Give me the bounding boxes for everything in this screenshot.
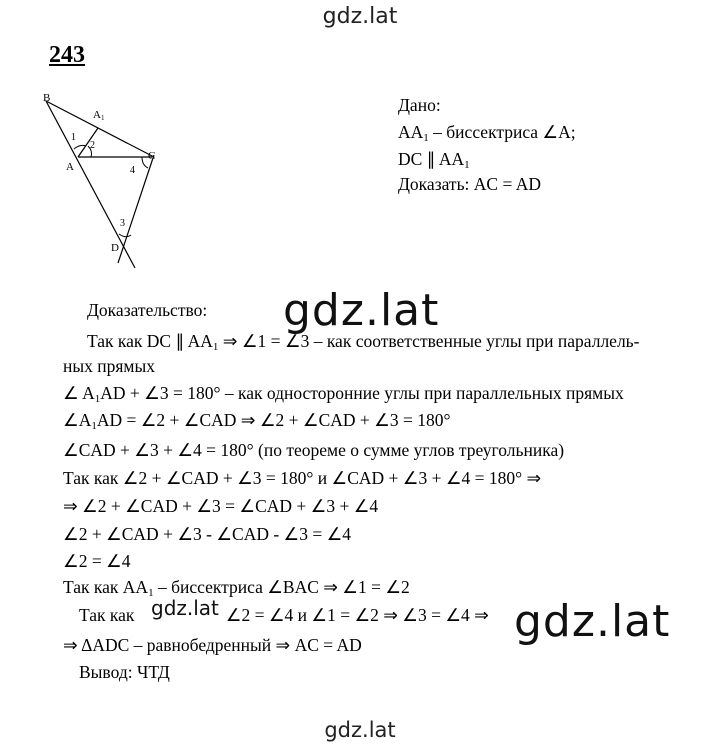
proof-conclusion: Вывод: ЧТД [79, 662, 170, 682]
label-d: D [111, 242, 119, 254]
given-line-1: $AA_1$ – биссектриса ∠A; [398, 122, 576, 144]
line-aa1 [78, 128, 98, 157]
label-a1: A1 [93, 109, 105, 122]
geometry-figure [38, 88, 158, 273]
proof-line-5: ∠CAD + ∠3 + ∠4 = 180° (по теореме о сумме углов треугольника) [63, 440, 565, 460]
proof-line-2: ных прямых [63, 356, 155, 376]
label-a: A [66, 161, 74, 173]
proof-line-6: Так как ∠2 + ∠CAD + ∠3 = 180° и ∠CAD + ∠3 + ∠4 = 180° ⇒ [63, 468, 542, 488]
proof-heading: Доказательство: [87, 300, 208, 320]
label-angle-4: 4 [130, 165, 135, 176]
watermark-right: gdz.lat [514, 596, 671, 647]
label-angle-1: 1 [71, 132, 76, 143]
proof-line-8: ∠2 + ∠CAD + ∠3 - ∠CAD - ∠3 = ∠4 [63, 524, 352, 544]
proof-line-3: ∠ $A_1AD$ + ∠3 = 180° – как односторонние углы при параллельных прямых [63, 383, 624, 405]
given-title: Дано: [398, 95, 441, 115]
label-angle-3: 3 [120, 218, 125, 229]
watermark-top: gdz.lat [322, 4, 398, 29]
line-dc-extended [118, 155, 154, 263]
proof-line-10: Так как $AA_1$ – биссектриса ∠BAC ⇒ ∠1 = ∠2 [63, 577, 410, 599]
proof-line-4: $\angle A_1AD$ = ∠2 + ∠CAD ⇒ ∠2 + ∠CAD + ∠3 = 180° [63, 410, 451, 432]
proof-line-12: ⇒ ΔADC – равнобедренный ⇒ AC = AD [63, 635, 362, 655]
watermark-middle: gdz.lat [283, 285, 440, 336]
label-c: C [148, 150, 156, 162]
watermark-inline: gdz.lat [151, 596, 219, 620]
label-angle-2: 2 [90, 140, 95, 151]
line-ba-extended [46, 101, 135, 268]
given-prove: Доказать: AC = AD [398, 174, 542, 194]
proof-line-7: ⇒ ∠2 + ∠CAD + ∠3 = ∠CAD + ∠3 + ∠4 [63, 496, 379, 516]
given-line-2: DC ∥ $AA_1$ [398, 149, 470, 171]
proof-line-9: ∠2 = ∠4 [63, 551, 131, 571]
label-b: B [43, 92, 51, 104]
watermark-bottom: gdz.lat [324, 718, 396, 742]
proof-line-1: Так как DC ∥ $AA_1$ ⇒ ∠1 = ∠3 – как соответственные углы при параллель- [87, 331, 640, 353]
angle-arc-3 [119, 234, 131, 237]
proof-line-11: Так как ∠2 = ∠4 и ∠1 = ∠2 ⇒ ∠3 = ∠4 ⇒ [79, 605, 489, 625]
problem-number: 243 [49, 42, 85, 68]
